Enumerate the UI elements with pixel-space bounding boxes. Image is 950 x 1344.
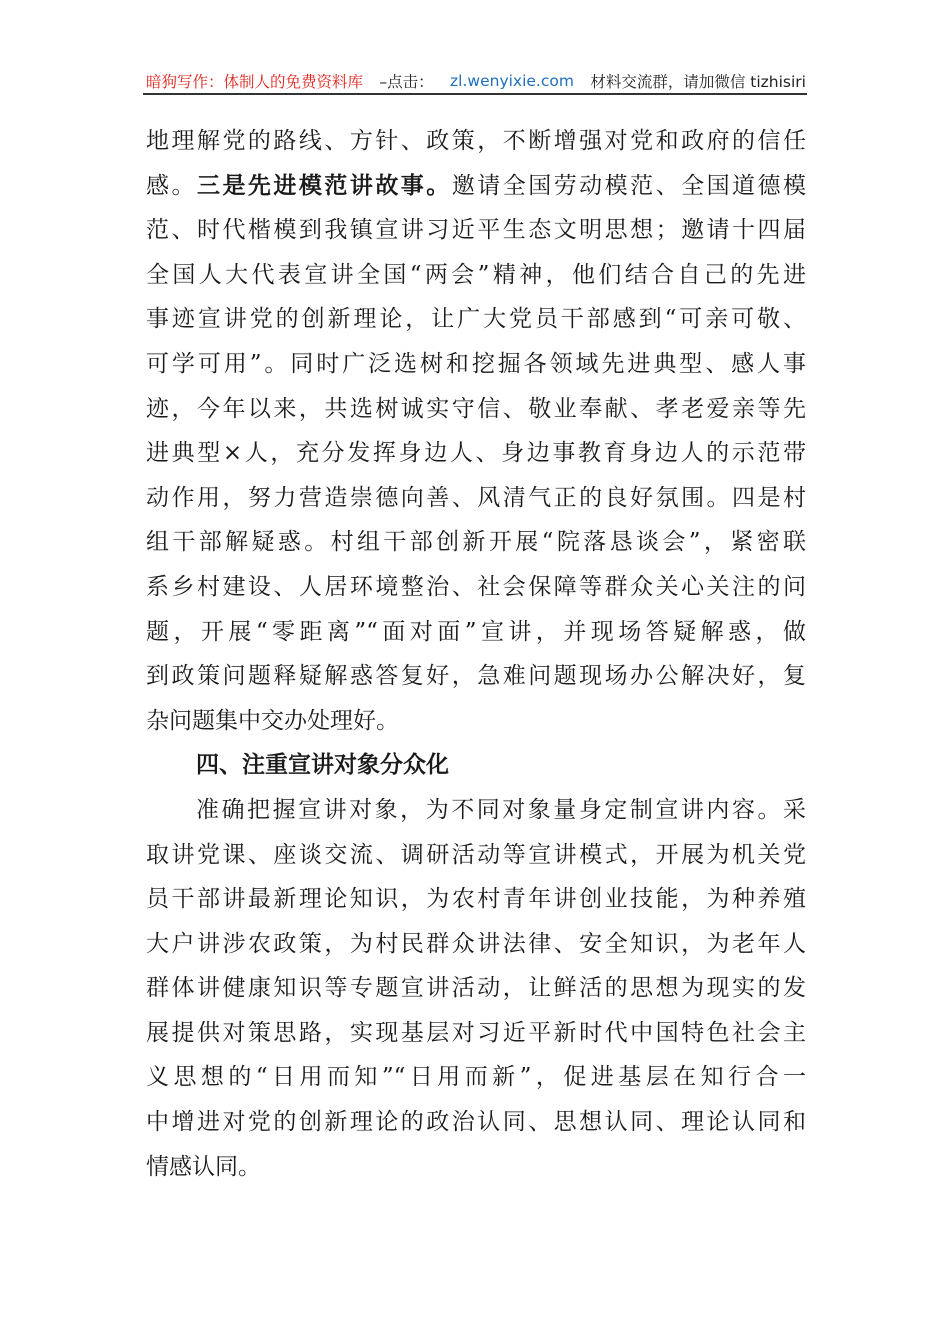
text-line: 题，开展“零距离”“面对面”宣讲，并现场答疑解惑，做 (146, 618, 806, 645)
text-line: 义思想的“日用而知”“日用而新”，促进基层在知行合一 (146, 1064, 806, 1091)
header-contact: 材料交流群，请加微信 tizhisiri (590, 73, 806, 91)
text-line: 情感认同。 (146, 1153, 261, 1180)
header-click-label: –点击： (379, 73, 434, 91)
header-divider (143, 93, 807, 95)
text-line (146, 164, 806, 209)
text-line: 可学可用”。同时广泛选树和挖掘各领域先进典型、感人事 (146, 350, 806, 377)
text-line: 动作用，努力营造崇德向善、风清气正的良好氛围。四是村 (146, 484, 806, 511)
text-line: 群体讲健康知识等专题宣讲活动，让鲜活的思想为现实的发 (146, 975, 806, 1002)
text-line: 展提供对策思路，实现基层对习近平新时代中国特色社会主 (146, 1019, 806, 1046)
text-line: 事迹宣讲党的创新理论，让广大党员干部感到“可亲可敬、 (146, 306, 806, 333)
text-line: 员干部讲最新理论知识，为农村青年讲创业技能，为种养殖 (146, 886, 806, 913)
text-line: 进典型×人，充分发挥身边人、身边事教育身边人的示范带 (146, 440, 806, 467)
text-line: 地理解党的路线、方针、政策，不断增强对党和政府的信任 (146, 128, 806, 154)
text-line: 到政策问题释疑解惑答复好，急难问题现场办公解决好，复 (146, 663, 806, 690)
header-brand: 暗狗写作：体制人的免费资料库 (146, 73, 364, 91)
text-line: 系乡村建设、人居环境整治、社会保障等群众关心关注的问 (146, 573, 806, 600)
text-line: 组干部解疑惑。村组干部创新开展“院落恳谈会”，紧密联 (146, 529, 806, 556)
text-line: 范、时代楷模到我镇宣讲习近平生态文明思想；邀请十四届 (146, 217, 806, 244)
text-line: 取讲党课、座谈交流、调研活动等宣讲模式，开展为机关党 (146, 841, 806, 868)
text-segment: 感。 (146, 172, 197, 199)
text-line: 迹，今年以来，共选树诚实守信、敬业奉献、孝老爱亲等先 (146, 395, 806, 422)
text-segment: 邀请全国劳动模范、全国道德模 (451, 172, 807, 199)
text-line: 杂问题集中交办处理好。 (146, 707, 399, 734)
header-url-link[interactable]: zl.wenyixie.com (450, 72, 574, 90)
text-line: 全国人大代表宣讲全国“两会”精神，他们结合自己的先进 (146, 261, 806, 288)
text-line: 中增进对党的创新理论的政治认同、思想认同、理论认同和 (146, 1109, 806, 1136)
document-body (146, 119, 806, 1189)
text-line: 准确把握宣讲对象，为不同对象量身定制宣讲内容。采 (196, 796, 806, 823)
page-header (146, 70, 806, 92)
text-line: 大户讲涉农政策，为村民群众讲法律、安全知识，为老年人 (146, 930, 806, 957)
section-heading: 四、注重宣讲对象分众化 (196, 752, 449, 779)
bold-subheading: 三是先进模范讲故事。 (196, 172, 452, 199)
